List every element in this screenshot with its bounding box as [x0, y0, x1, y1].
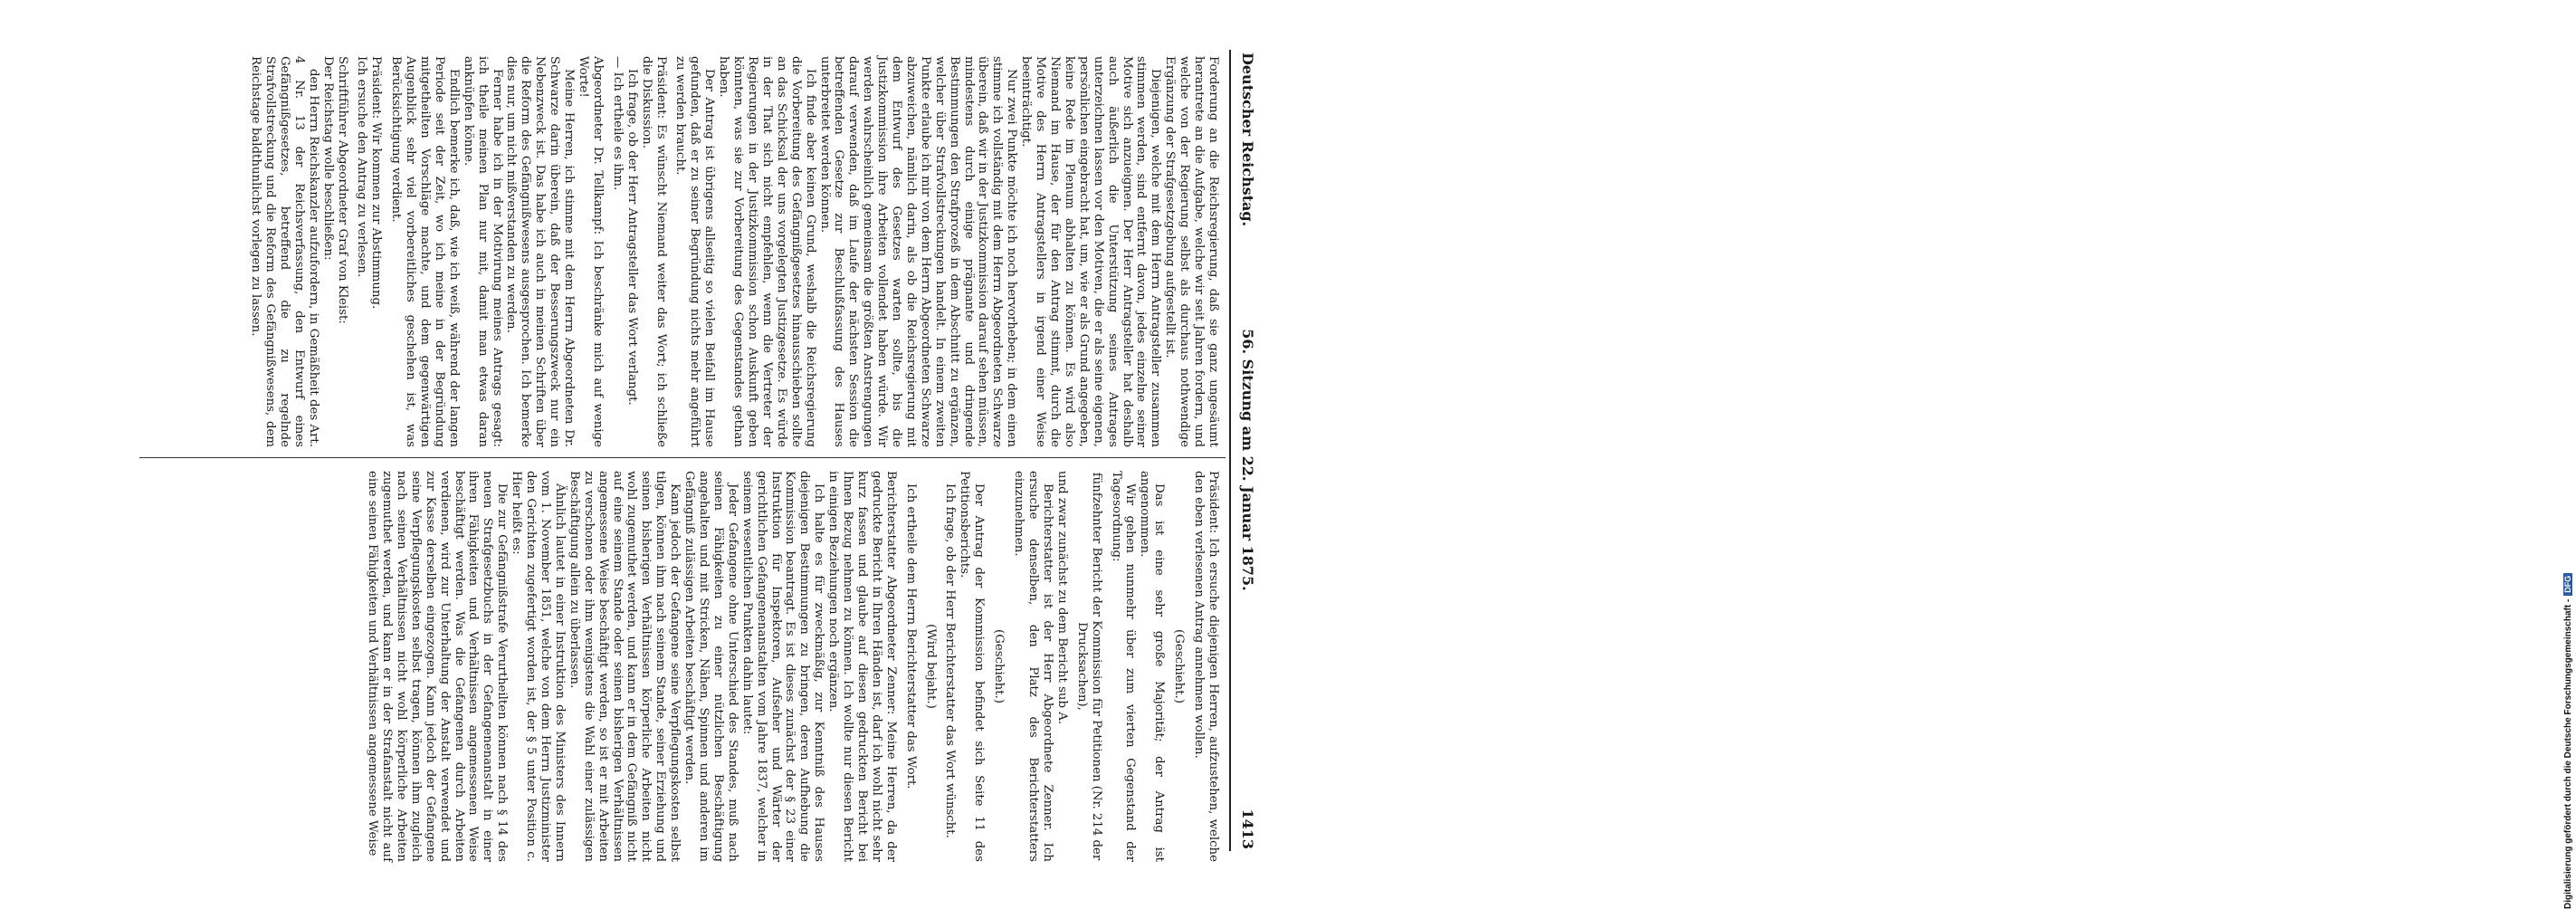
digitization-text: Digitalisierung gefördert durch die Deutsche Forschungsgemeinschaft -	[2563, 598, 2573, 909]
paragraph: Ferner habe ich in der Motivirung meines Antrags gesagt: ich theile meinen Plan nur mit, damit man etwas daran anknüpfen könne.	[461, 56, 504, 447]
paragraph: Ich halte es für zweckmäßig, zur Kenntniß des Hauses diejenigen Bestimmungen zu bringen, deren Aufhebung die Kommission beantragt. Es ist dieses zunächst der § 23 einer Instruktion für Inspektoren, Aufseher und Wärter der gerichtlichen Gefangenenanstalten vom Jahre 1837, welcher in seinem wesentlichen Punkten dahin lautet:	[739, 471, 826, 862]
paragraph: (Geschieht.)	[1172, 629, 1187, 703]
paragraph: Diejenigen, welche mit dem Herrn Antragsteller zusammen stimmen werden, sind entfernt davon, jedes einzelne seiner Motive sich anzueignen. Der Herr Antragsteller hat deshalb auch äußerlich die Unterstützung seines Antrages unterzeichnen lassen vor den Motiven, die er als seine eigenen, persönlichen eingebracht hat, um, wie er als Grund angegeben, keine Rede im Plenum abhalten zu können. Es wird also Niemand im Hause, der für den Antrag stimmt, durch die Motive des Herrn Antragstellers in irgend einer Weise beeinträchtigt.	[1019, 56, 1163, 447]
paragraph: Ich ersuche den Antrag zu verlesen.	[355, 56, 369, 278]
paragraph: Ich frage, ob der Herr Berichterstatter das Wort wünscht.	[943, 483, 958, 838]
paragraph: — Ich ertheile es ihm.	[610, 56, 625, 191]
paragraph: Präsident: Ich ersuche diejenigen Herren, aufzustehen, welche den eben verlesenen Antrag annehmen wollen.	[1192, 471, 1220, 862]
paragraph: Endlich bemerke ich, daß, wie ich weiß, während der langen Periode seit der Zeit, wo ich meine in der Begründung mitgetheilten Vorschläge machte, und dem gegenwärtigen Augenblick sehr viel vorbereitliches geschehen ist, was Berücksichtigung verdient.	[389, 56, 461, 447]
paragraph: den Herrn Reichskanzler aufzufordern, in Gemäßheit des Art. 4 Nr. 13 der Reichsverfassung, den Entwurf eines Gefängnißgesetzes, betreffend die zu regelnde Strafvollstreckung und die Reform des Gefängnißwesens, dem Reichstage baldthunlichst vorlegen zu lassen.	[249, 56, 320, 447]
page-header	[1231, 53, 1256, 849]
paragraph: Präsident: Es wünscht Niemand weiter das Wort; ich schließe die Diskussion.	[639, 56, 668, 447]
paragraph: Die zur Gefängnißstrafe Verurtheilten können nach § 14 des neuen Strafgesetzbuchs in der Gefangenenanstalt in einer ihren Fähigkeiten und Verhältnissen angemessenen Weise beschäftigt werden. Was die Gefangenen durch Arbeiten verdienen, wird zur Unterhaltung der Anstalt verwendet und zur Kasse derselben eingezogen. Kann jedoch der Gefangene seine Verpflegungskosten selbst tragen, können ihm zugleich nach seinen Verhältnissen nicht wohl körperliche Arbeiten zugemuthet werden, und kann er in der Strafanstalt nicht auf eine seinen Fähigkeiten und Verhältnissen angemessene Weise	[366, 471, 510, 862]
paragraph: Kann jedoch der Gefangene seine Verpflegungskosten selbst tilgen, können ihm nach seinem Stande, seiner Erziehung und seinen bisherigen Verhältnissen körperliche Arbeiten nicht wohl zugemuthet werden, und kann er in dem Gefängniß nicht auf eine seinem Stande oder seinen bisherigen Verhältnissen angemessene Weise beschäftigt werden, so ist er mit Arbeiten zu verschonen oder ihm wenigstens die Wahl einer zulässigen Beschäftigung allein zu überlassen.	[567, 471, 682, 862]
paragraph: Berichterstatter Abgeordneter Zenner: Meine Herren, da der gedruckte Bericht in Ihren Händen ist, darf ich wohl nicht sehr kurz fassen und glaube auf diesen gedruckten Bericht bei Ihnen Bezug nehmen zu können. Ich wollte nur diesen Bericht in einigen Beziehungen noch ergänzen.	[826, 471, 898, 862]
right-column	[365, 471, 1220, 862]
header-publication: Deutscher Reichstag.	[1239, 53, 1256, 227]
paragraph: fünfzehnter Bericht der Kommission für Petitionen (Nr. 214 der Drucksachen),	[1074, 472, 1103, 861]
paragraph: Der Reichstag wolle beschließen:	[320, 56, 335, 261]
paragraph: Forderung an die Reichsregierung, daß sie ganz ungesäumt herantrete an die Aufgabe, welche wir seit Jahren fordern, und welche von der Regierung selbst als durchaus nothwendige Ergänzung der Strafgesetzgebung aufgestellt ist.	[1163, 56, 1220, 447]
dfg-badge: DFG	[2563, 573, 2572, 596]
paragraph: Meine Herren, ich stimme mit dem Herrn Abgeordneten Dr. Schwarze darin überein, daß der Besserungszweck nur ein Nebenzweck ist. Das habe ich auch in meinen Schriften über die Reform des Gefängnißwesens ausgesprochen. Ich bemerke dies nur, um nicht mißverstanden zu werden.	[504, 56, 577, 447]
paragraph: Nur zwei Punkte möchte ich noch hervorheben; in dem einen stimme ich vollständig mit dem Herrn Abgeordneten Schwarze überein, daß wir in der Justizkommission darauf sehen müssen, mindestens durch einige prägnante und dringende Bestimmungen den Strafprozeß in dem Abschnitt zu ergänzen, welcher über Strafvollstreckungen handelt. In einem zweiten Punkte erlaube ich mir von dem Herrn Abgeordneten Schwarze abzuweichen, nämlich darin, als ob die Reichsregierung mit dem Entwurf des Gesetzes warten sollte, bis die Justizkommission ihre Arbeiten vollendet haben würde. Wir werden wahrscheinlich gemeinsam die größten Anstrengungen darauf verwenden, daß im Laufe der nächsten Session die betreffenden Gesetze zur Beschlußfassung des Hauses unterbreitet werden können.	[817, 56, 1019, 447]
header-rule	[1229, 50, 1231, 851]
paragraph: Präsident: Wir kommen zur Abstimmung.	[369, 56, 384, 310]
paragraph: Ich ertheile dem Herrn Berichterstatter das Wort.	[903, 483, 918, 789]
paragraph: Ähnlich lautet in einer Instruktion des Ministers des Innern vom 1. November 1851, welche von dem Herrn Justizminister den Gerichten zugefertigt worden ist, der § 5 unter Position c. Hier heißt es:	[510, 471, 567, 862]
paragraph: Jeder Gefangene ohne Unterschied des Standes, muß nach seinen Fähigkeiten zu einer nützlichen Beschäftigung angehalten und mit Stricken, Nähen, Spinnen und anderen im Gefängniß zulässigen Arbeiten beschäftigt werden.	[682, 471, 739, 862]
paragraph: Berichterstatter ist der Herr Abgeordnete Zenner. Ich ersuche denselben, den Platz des Berichterstatters einzunehmen.	[1012, 471, 1054, 862]
left-column	[248, 56, 1220, 447]
paragraph: Der Antrag ist übrigens allseitig so vielen Beifall im Hause gefunden, daß er zu seiner Begründung nichts mehr angeführt zu werden braucht.	[673, 56, 717, 447]
paragraph: und zwar zunächst zu dem Bericht sub A.	[1054, 471, 1069, 725]
paragraph: Schriftführer Abgeordneter Graf von Kleist:	[335, 56, 349, 324]
paragraph: (Wird bejaht.)	[923, 624, 938, 709]
digitization-note	[2563, 22, 2576, 909]
paragraph: Ich finde aber keinen Grund, weshalb die Reichsregierung die Vorbereitung des Gefängnißgesetzes hinausschieben sollte an das Schicksal der uns vorgelegten Justizgesetze. Es würde in der That sich nicht empfehlen, wenn die Vertreter der Regierungen in der Justizkommission schon Auskunft geben könnten, was sie zur Vorbereitung des Gegenstandes gethan haben.	[717, 56, 817, 447]
column-divider	[139, 457, 1226, 458]
paragraph: Abgeordneter Dr. Tellkampf: Ich beschränke mich auf wenige Worte!	[577, 56, 605, 447]
paragraph: Ich frage, ob der Herr Antragsteller das Wort verlangt.	[625, 69, 639, 406]
paragraph: (Geschieht.)	[992, 629, 1007, 703]
paragraph: Der Antrag der Kommission befindet sich Seite 11 des Petitionsberichts.	[958, 471, 987, 862]
paragraph: Wir gehen nunmehr über zum vierten Gegenstand der Tagesordnung:	[1109, 471, 1138, 862]
header-session: 56. Sitzung am 22. Januar 1875.	[1239, 329, 1256, 591]
header-page-number: 1413	[1239, 809, 1256, 849]
paragraph: Das ist eine sehr große Majorität; der Antrag ist angenommen.	[1138, 471, 1167, 862]
